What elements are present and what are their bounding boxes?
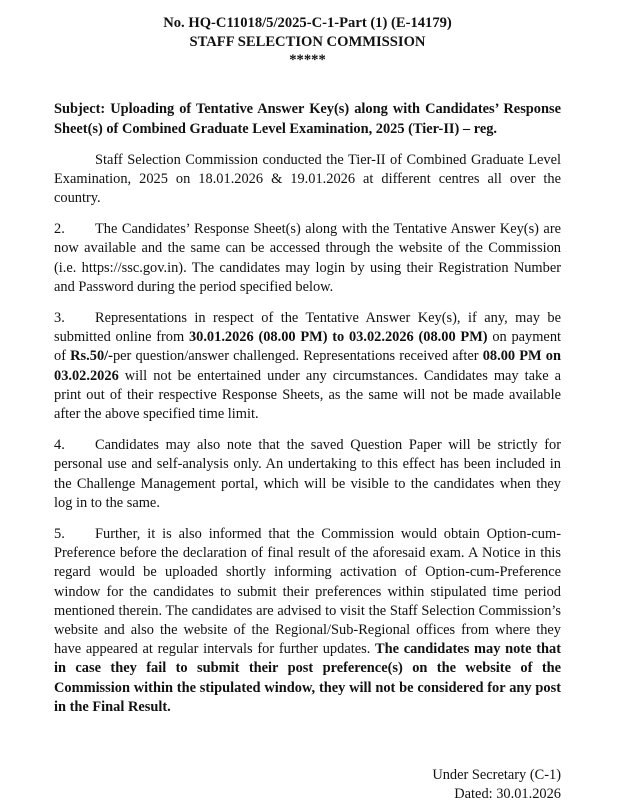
paragraph-3-text-3: per question/answer challenged. Representations received after	[112, 348, 483, 365]
paragraph-3	[54, 309, 561, 424]
paragraph-4-text: Candidates may also note that the saved Question Paper will be strictly for personal use and self-analysis only. An undertaking to this effect has been included in the Challenge Management portal, which will be visible to the candidates when they log in to the same.	[54, 437, 561, 511]
challenge-window-dates: 30.01.2026 (08.00 PM) to 03.02.2026 (08.00 PM)	[188, 329, 488, 346]
paragraph-3-text-2: on payment of	[54, 329, 562, 365]
intro-paragraph: Staff Selection Commission conducted the Tier-II of Combined Graduate Level Examination, 2025 on 18.01.2026 & 19.01.2026 at different centres all over the country.	[54, 151, 561, 206]
organization-name: STAFF SELECTION COMMISSION	[189, 33, 426, 50]
paragraph-3-text-4: will not be entertained under any circumstances. Candidates may take a print out of their respective Response Sheets, as the same will not be made available after the above specified time limit.	[54, 367, 561, 423]
paragraph-number: 3.	[54, 310, 65, 327]
signatory-designation: Under Secretary (C-1)	[432, 767, 561, 784]
deadline-time: 08.00 PM on 03.02.2026	[54, 348, 561, 384]
paragraph-5	[54, 525, 561, 717]
document-date: Dated: 30.01.2026	[454, 786, 561, 803]
paragraph-5-text: Further, it is also informed that the Commission would obtain Option-cum-Preference before the declaration of final result of the aforesaid exam. A Notice in this regard would be uploaded shortly informing activation of Option-cum-Preference window for the candidates to submit their preferences within stipulated time period mentioned therein. The candidates are advised to visit the Staff Selection Commission’s website and also the website of the Regional/Sub-Regional offices from where they have appeared at regular intervals for further updates.	[54, 526, 561, 658]
paragraph-number: 4.	[54, 437, 65, 454]
subject-line: Subject: Uploading of Tentative Answer Key(s) along with Candidates’ Response Sheet(s) of Combined Graduate Level Examination, 2025 (Tier-II) – reg.	[54, 100, 561, 137]
reference-number: No. HQ-C11018/5/2025-C-1-Part (1) (E-14179)	[163, 15, 452, 31]
paragraph-number: 5.	[54, 526, 65, 543]
paragraph-2	[54, 220, 561, 297]
signature-block	[54, 766, 561, 804]
paragraph-4	[54, 436, 561, 513]
paragraph-number: 2.	[54, 221, 65, 238]
preference-warning: The candidates may note that in case they fail to submit their post preference(s) on the website of the Commission within the stipulated window, they will not be considered for any post in the Final Result.	[54, 641, 561, 715]
document-header	[54, 14, 561, 68]
paragraph-2-text: The Candidates’ Response Sheet(s) along with the Tentative Answer Key(s) are now available and the same can be accessed through the website of the Commission (i.e. https://ssc.gov.in). The candidates may login by using their Registration Number and Password during the period specified below.	[54, 221, 561, 295]
paragraph-3-text-1: Representations in respect of the Tentative Answer Key(s), if any, may be submitted online from	[54, 310, 561, 346]
challenge-fee: Rs.50/-	[70, 348, 113, 365]
separator-stars: *****	[289, 51, 326, 68]
